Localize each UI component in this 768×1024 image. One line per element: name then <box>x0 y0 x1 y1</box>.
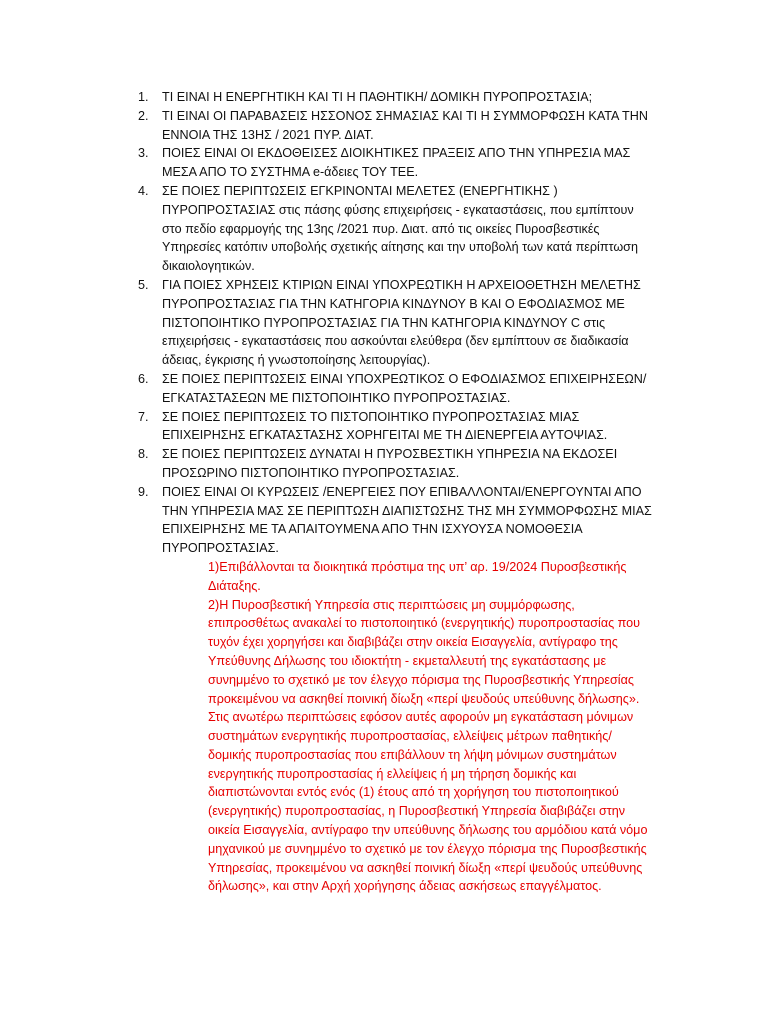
item-number: 8. <box>138 447 149 462</box>
item-number: 2. <box>138 108 149 123</box>
list-item <box>0 144 768 182</box>
question-text: ΤΙ ΕΙΝΑΙ Η ΕΝΕΡΓΗΤΙΚΗ ΚΑΙ ΤΙ Η ΠΑΘΗΤΙΚΗ/ ΔΟΜΙΚΗ ΠΥΡΟΠΡΟΣΤΑΣΙΑ; <box>162 90 593 104</box>
question-text: ΣΕ ΠΟΙΕΣ ΠΕΡΙΠΤΩΣΕΙΣ ΔΥΝΑΤΑΙ Η ΠΥΡΟΣΒΕΣΤΙΚΗ ΥΠΗΡΕΣΙΑ ΝΑ ΕΚΔΟΣΕΙ ΠΡΟΣΩΡΙΝΟ ΠΙΣΤΟΠΟΙΗΤΙΚΟ ΠΥΡΟΠΡΟΣΤΑΣΙΑΣ. <box>162 447 618 480</box>
list-item <box>0 370 768 408</box>
answer-paragraph: 2)Η Πυροσβεστική Υπηρεσία στις περιπτώσεις μη συμμόρφωσης, επιπροσθέτως ανακαλεί το πιστοποιητικό (ενεργητικής) πυροπροστασίας που τυχόν έχει χορηγήσει και διαβιβάζει στην οικεία Εισαγγελία, αντίγραφο της Υπεύθυνης Δήλωσης του ιδιοκτήτη - εκμεταλλευτή της εγκατάστασης με συνημμένο το σχετικό με τον έλεγχο πόρισμα της Πυροσβεστικής Υπηρεσίας προκειμένου να ασκηθεί ποινική δίωξη «περί ψευδούς υπεύθυνης δήλωσης». Στις ανωτέρω περιπτώσεις εφόσον αυτές αφορούν μη εγκατάσταση μόνιμων συστημάτων ενεργητικής πυροπροστασίας, ελλείψεις μέτρων παθητικής/δομικής πυροπροστασίας που επιβάλλουν τη λήψη μόνιμων συστημάτων ενεργητικής πυροπροστασίας ή ελλείψεις ή μη τήρηση δομικής και διαπιστώνονται εντός ενός (1) έτους από τη χορήγηση του πιστοποιητικού (ενεργητικής) πυροπροστασίας, η Πυροσβεστική Υπηρεσία διαβιβάζει στην οικεία Εισαγγελία, αντίγραφο την υπεύθυνης δήλωσης του αρμόδιου κατά νόμο μηχανικού με συνημμένο το σχετικό με τον έλεγχο πόρισμα της Πυροσβεστικής Υπηρεσίας, προκειμένου να ασκηθεί ποινική δίωξη «περί ψευδούς υπεύθυνης δήλωσης», και στην Αρχή χορήγησης άδειας ασκήσεως επαγγέλματος. <box>208 597 648 894</box>
question-text: ΤΙ ΕΙΝΑΙ ΟΙ ΠΑΡΑΒΑΣΕΙΣ ΗΣΣΟΝΟΣ ΣΗΜΑΣΙΑΣ ΚΑΙ ΤΙ Η ΣΥΜΜΟΡΦΩΣΗ ΚΑΤΑ ΤΗΝ ΕΝΝΟΙΑ ΤΗΣ 13ΗΣ / 2021 ΠΥΡ. ΔΙΑΤ. <box>162 108 648 142</box>
list-item <box>0 107 768 145</box>
list-item <box>0 483 768 558</box>
question-text: ΣΕ ΠΟΙΕΣ ΠΕΡΙΠΤΩΣΕΙΣ ΕΙΝΑΙ ΥΠΟΧΡΕΩΤΙΚΟΣ Ο ΕΦΟΔΙΑΣΜΟΣ ΕΠΙΧΕΙΡΗΣΕΩΝ/ΕΓΚΑΤΑΣΤΑΣΕΩΝ ΜΕ ΠΙΣΤΟΠΟΙΗΤΙΚΟ ΠΥΡΟΠΡΟΣΤΑΣΙΑΣ. <box>162 371 647 405</box>
question-text: ΣΕ ΠΟΙΕΣ ΠΕΡΙΠΤΩΣΕΙΣ ΤΟ ΠΙΣΤΟΠΟΙΗΤΙΚΟ ΠΥΡΟΠΡΟΣΤΑΣΙΑΣ ΜΙΑΣ ΕΠΙΧΕΙΡΗΣΗΣ ΕΓΚΑΤΑΣΤΑΣΗΣ ΧΟΡΗΓΕΙΤΑΙ ΜΕ ΤΗ ΔΙΕΝΕΡΓΕΙΑ ΑΥΤΟΨΙΑΣ. <box>162 409 608 443</box>
question-text: ΣΕ ΠΟΙΕΣ ΠΕΡΙΠΤΩΣΕΙΣ ΕΓΚΡΙΝΟΝΤΑΙ ΜΕΛΕΤΕΣ (ΕΝΕΡΓΗΤΙΚΗΣ ) ΠΥΡΟΠΡΟΣΤΑΣΙΑΣ στις πάσης φύσης επιχειρήσεις - εγκαταστάσεις, που εμπίπτουν στο πεδίο εφαρμογής της 13ης /2021 πυρ. Διατ. από τις οικείες Πυροσβεστικές Υπηρεσίες κατόπιν υποβολής σχετικής αίτησης και την υποβολή των κατά περίπτωση δικαιολογητικών. <box>162 183 638 274</box>
item-number: 5. <box>138 277 149 292</box>
item-number: 3. <box>138 146 149 161</box>
item-number: 7. <box>138 409 149 424</box>
question-list <box>0 88 768 896</box>
item-number: 9. <box>138 484 149 499</box>
question-text: ΠΟΙΕΣ ΕΙΝΑΙ ΟΙ ΚΥΡΩΣΕΙΣ /ΕΝΕΡΓΕΙΕΣ ΠΟΥ ΕΠΙΒΑΛΛΟΝΤΑΙ/ΕΝΕΡΓΟΥΝΤΑΙ ΑΠΟ ΤΗΝ ΥΠΗΡΕΣΙΑ ΜΑΣ ΣΕ ΠΕΡΙΠΤΩΣΗ ΔΙΑΠΙΣΤΩΣΗΣ ΤΗΣ ΜΗ ΣΥΜΜΟΡΦΩΣΗΣ ΜΙΑΣ ΕΠΙΧΕΙΡΗΣΗΣ ΜΕ ΤΑ ΑΠΑΙΤΟΥΜΕΝΑ ΑΠΟ ΤΗΝ ΙΣΧΥΟΥΣΑ ΝΟΜΟΘΕΣΙΑ ΠΥΡΟΠΡΟΣΤΑΣΙΑΣ. <box>162 484 652 556</box>
answer-paragraph: 1)Επιβάλλονται τα διοικητικά πρόστιμα της υπ’ αρ. 19/2024 Πυροσβεστικής Διάταξης. <box>208 559 627 593</box>
question-text: ΓΙΑ ΠΟΙΕΣ ΧΡΗΣΕΙΣ ΚΤΙΡΙΩΝ ΕΙΝΑΙ ΥΠΟΧΡΕΩΤΙΚΗ Η ΑΡΧΕΙΟΘΕΤΗΣΗ ΜΕΛΕΤΗΣ ΠΥΡΟΠΡΟΣΤΑΣΙΑΣ ΓΙΑ ΤΗΝ ΚΑΤΗΓΟΡΙΑ ΚΙΝΔΥΝΟΥ Β ΚΑΙ Ο ΕΦΟΔΙΑΣΜΟΣ ΜΕ ΠΙΣΤΟΠΟΙΗΤΙΚΟ ΠΥΡΟΠΡΟΣΤΑΣΙΑΣ ΓΙΑ ΤΗΝ ΚΑΤΗΓΟΡΙΑ ΚΙΝΔΥΝΟΥ C στις επιχειρήσεις - εγκαταστάσεις που ασκούνται ελεύθερα (δεν εμπίπτουν σε διαδικασία άδειας, έγκρισης ή γνωστοποίησης λειτουργίας). <box>162 277 641 368</box>
answer-block <box>0 558 768 896</box>
list-item <box>0 88 768 107</box>
list-item <box>0 445 768 483</box>
list-item <box>0 408 768 446</box>
list-item <box>0 276 768 370</box>
item-number: 4. <box>138 183 149 198</box>
item-number: 6. <box>138 371 149 386</box>
item-number: 1. <box>138 90 149 104</box>
question-text: ΠΟΙΕΣ ΕΙΝΑΙ ΟΙ ΕΚΔΟΘΕΙΣΕΣ ΔΙΟΙΚΗΤΙΚΕΣ ΠΡΑΞΕΙΣ ΑΠΟ ΤΗΝ ΥΠΗΡΕΣΙΑ ΜΑΣ ΜΕΣΑ ΑΠΟ ΤΟ ΣΥΣΤΗΜΑ e-άδειες ΤΟΥ ΤΕΕ. <box>162 146 631 180</box>
list-item <box>0 182 768 276</box>
